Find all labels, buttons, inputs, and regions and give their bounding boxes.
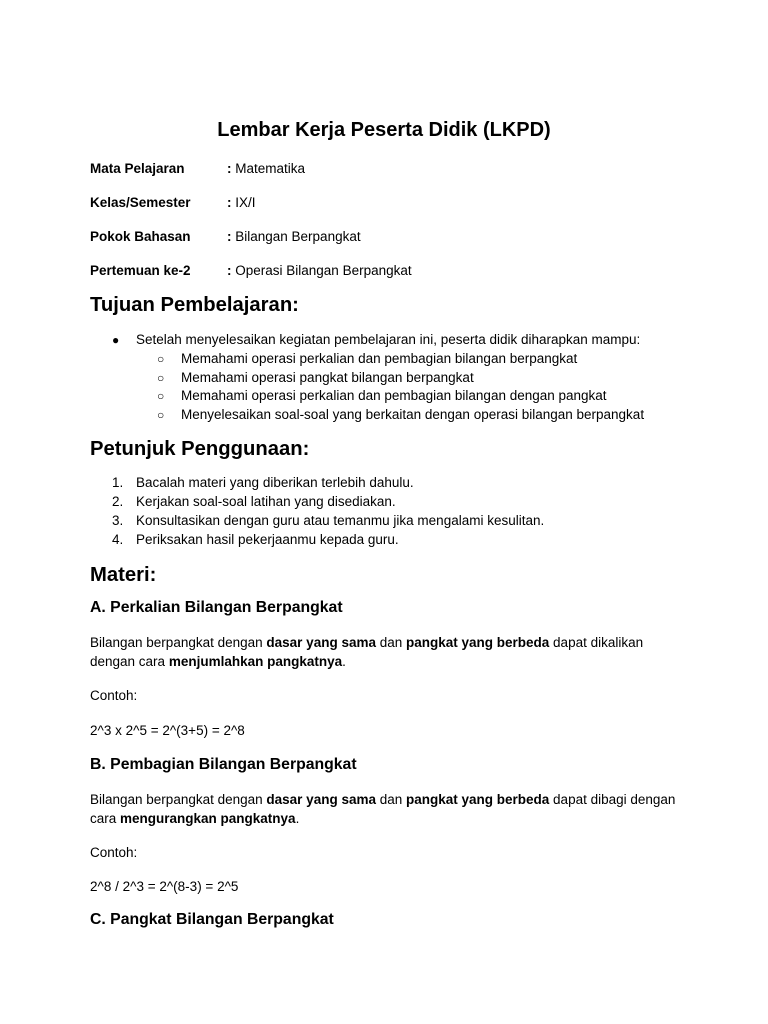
meta-value-text: Bilangan Berpangkat (231, 229, 361, 244)
meta-row-pokok-bahasan (90, 228, 690, 246)
meta-value-text: Matematika (231, 161, 306, 176)
section-a-heading: A. Perkalian Bilangan Berpangkat (90, 599, 343, 616)
meta-value (227, 160, 305, 178)
meta-value-text: Operasi Bilangan Berpangkat (231, 263, 412, 278)
section-b-contoh: 2^8 / 2^3 = 2^(8-3) = 2^5 (90, 879, 239, 894)
meta-value (227, 262, 412, 280)
list-number: 1. (112, 475, 124, 490)
page-title: Lembar Kerja Peserta Didik (LKPD) (217, 119, 551, 141)
text-run: dan (375, 635, 406, 650)
meta-colon: : (227, 263, 232, 278)
section-a-contoh-label: Contoh: (90, 688, 138, 703)
meta-label: Mata Pelajaran (90, 161, 185, 176)
sub-bullet-marker: ○ (157, 408, 165, 422)
meta-value (227, 194, 256, 212)
list-number: 2. (112, 494, 124, 509)
tujuan-heading: Tujuan Pembelajaran: (90, 294, 299, 316)
bold-text: pangkat yang berbeda (406, 792, 550, 807)
tujuan-sub-text: Menyelesaikan soal-soal yang berkaitan dengan operasi bilangan berpangkat (181, 407, 645, 422)
tujuan-sub-text: Memahami operasi perkalian dan pembagian bilangan dengan pangkat (181, 388, 607, 403)
sub-bullet-marker: ○ (157, 371, 165, 385)
bold-text: pangkat yang berbeda (406, 635, 550, 650)
list-number: 4. (112, 532, 124, 547)
bold-text: mengurangkan pangkatnya (120, 811, 296, 826)
tujuan-intro-text: Setelah menyelesaikan kegiatan pembelajaran ini, peserta didik diharapkan mampu: (136, 332, 641, 347)
meta-colon: : (227, 195, 232, 210)
sub-bullet-marker: ○ (157, 389, 165, 403)
sub-bullet-marker: ○ (157, 352, 165, 366)
meta-row-kelas-semester (90, 194, 690, 212)
meta-label: Pertemuan ke-2 (90, 263, 191, 278)
meta-colon: : (227, 161, 232, 176)
tujuan-sub-text: Memahami operasi pangkat bilangan berpangkat (181, 370, 474, 385)
text-run: dan (375, 792, 406, 807)
meta-value (227, 228, 361, 246)
petunjuk-text: Bacalah materi yang diberikan terlebih dahulu. (136, 475, 414, 490)
bold-text: dasar yang sama (266, 635, 376, 650)
text-run: Bilangan berpangkat dengan (90, 635, 267, 650)
text-run: . (342, 654, 346, 669)
section-a-paragraph (90, 633, 680, 671)
section-b-heading: B. Pembagian Bilangan Berpangkat (90, 756, 357, 773)
meta-row-mata-pelajaran (90, 160, 690, 178)
petunjuk-text: Periksakan hasil pekerjaanmu kepada guru. (136, 532, 399, 547)
text-run: Bilangan berpangkat dengan (90, 792, 267, 807)
meta-colon: : (227, 229, 232, 244)
bullet-marker: ● (112, 333, 120, 347)
list-number: 3. (112, 513, 124, 528)
bold-text: dasar yang sama (266, 792, 376, 807)
section-b-paragraph (90, 790, 680, 828)
meta-label: Kelas/Semester (90, 195, 191, 210)
section-a-contoh: 2^3 x 2^5 = 2^(3+5) = 2^8 (90, 723, 245, 738)
section-b-contoh-label: Contoh: (90, 845, 138, 860)
materi-heading: Materi: (90, 564, 157, 586)
bold-text: menjumlahkan pangkatnya (168, 654, 343, 669)
section-c-heading: C. Pangkat Bilangan Berpangkat (90, 911, 334, 928)
meta-label: Pokok Bahasan (90, 229, 191, 244)
petunjuk-text: Kerjakan soal-soal latihan yang disediakan. (136, 494, 396, 509)
petunjuk-heading: Petunjuk Penggunaan: (90, 438, 310, 460)
text-run: . (295, 811, 300, 826)
tujuan-sub-text: Memahami operasi perkalian dan pembagian bilangan berpangkat (181, 351, 578, 366)
text-run: dapat dibagi dengan cara (90, 792, 676, 826)
meta-value-text: IX/I (231, 195, 256, 210)
meta-row-pertemuan (90, 262, 690, 280)
petunjuk-text: Konsultasikan dengan guru atau temanmu jika mengalami kesulitan. (136, 513, 545, 528)
text-run: dapat dikalikan dengan cara (90, 635, 644, 669)
